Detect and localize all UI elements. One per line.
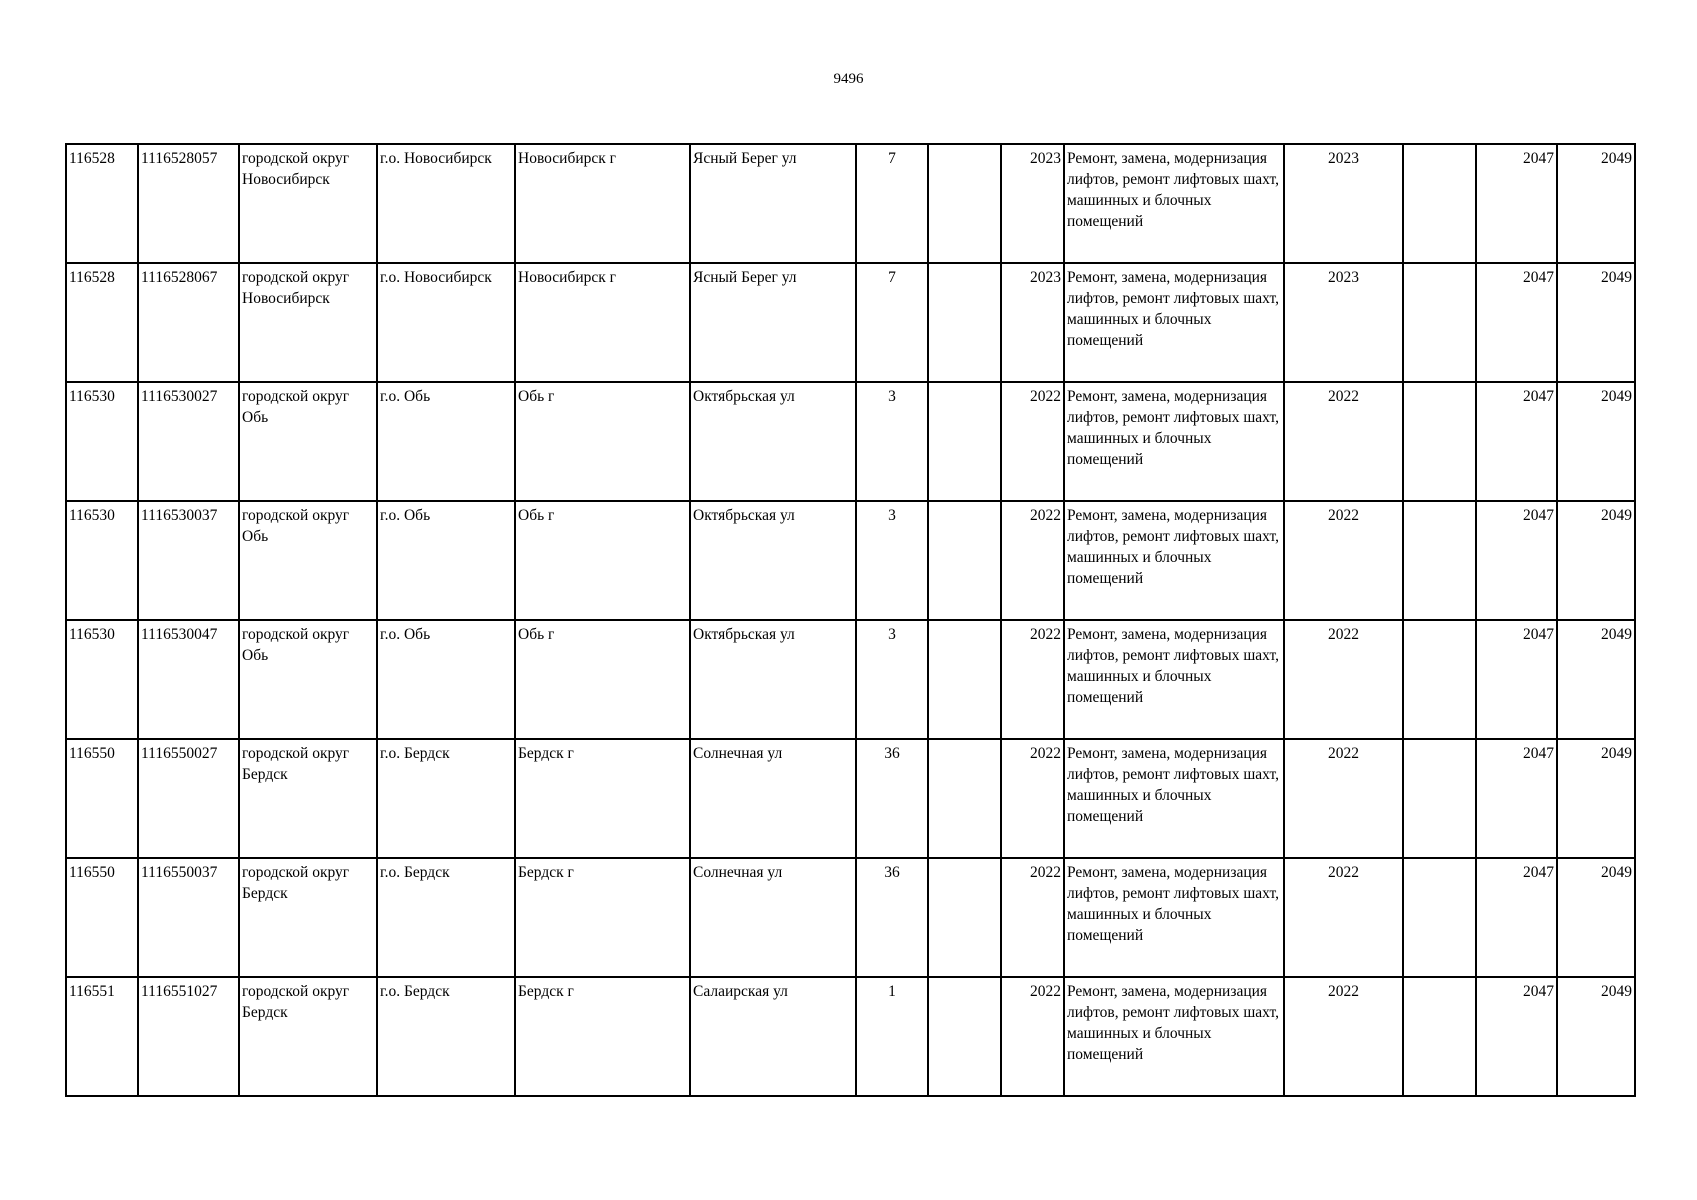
cell-district: городской округ Бердск bbox=[239, 739, 377, 858]
cell-year: 2022 bbox=[1001, 501, 1064, 620]
cell-code: 1116551027 bbox=[138, 977, 239, 1096]
cell-year-2: 2047 bbox=[1476, 501, 1557, 620]
cell-plan-year: 2023 bbox=[1284, 263, 1403, 382]
cell-building bbox=[928, 263, 1001, 382]
cell-house-number: 3 bbox=[856, 382, 928, 501]
cell-municipality: г.о. Обь bbox=[377, 382, 515, 501]
cell-municipality: г.о. Новосибирск bbox=[377, 144, 515, 263]
cell-municipality: г.о. Бердск bbox=[377, 739, 515, 858]
cell-house-id: 116551 bbox=[66, 977, 138, 1096]
cell-work-type: Ремонт, замена, модернизация лифтов, ремонт лифтовых шахт, машинных и блочных помещений bbox=[1064, 977, 1284, 1096]
cell-work-type: Ремонт, замена, модернизация лифтов, ремонт лифтовых шахт, машинных и блочных помещений bbox=[1064, 263, 1284, 382]
cell-city: Обь г bbox=[515, 382, 690, 501]
cell-year-2: 2047 bbox=[1476, 382, 1557, 501]
cell-year: 2023 bbox=[1001, 144, 1064, 263]
cell-code: 1116528057 bbox=[138, 144, 239, 263]
cell-year: 2022 bbox=[1001, 620, 1064, 739]
cell-street: Октябрьская ул bbox=[690, 501, 856, 620]
cell-year-3: 2049 bbox=[1557, 382, 1635, 501]
cell-municipality: г.о. Бердск bbox=[377, 977, 515, 1096]
cell-plan-year: 2022 bbox=[1284, 977, 1403, 1096]
cell-year-2: 2047 bbox=[1476, 263, 1557, 382]
cell-building bbox=[928, 144, 1001, 263]
cell-year-3: 2049 bbox=[1557, 501, 1635, 620]
data-table bbox=[65, 143, 1636, 1097]
cell-municipality: г.о. Новосибирск bbox=[377, 263, 515, 382]
cell-work-type: Ремонт, замена, модернизация лифтов, ремонт лифтовых шахт, машинных и блочных помещений bbox=[1064, 501, 1284, 620]
cell-empty bbox=[1403, 739, 1476, 858]
cell-street: Салаирская ул bbox=[690, 977, 856, 1096]
cell-building bbox=[928, 382, 1001, 501]
table-row bbox=[66, 620, 1635, 739]
cell-house-id: 116530 bbox=[66, 620, 138, 739]
cell-work-type: Ремонт, замена, модернизация лифтов, ремонт лифтовых шахт, машинных и блочных помещений bbox=[1064, 858, 1284, 977]
table-row bbox=[66, 858, 1635, 977]
cell-house-id: 116550 bbox=[66, 858, 138, 977]
cell-street: Октябрьская ул bbox=[690, 620, 856, 739]
cell-year: 2022 bbox=[1001, 739, 1064, 858]
page-number: 9496 bbox=[833, 71, 864, 87]
cell-work-type: Ремонт, замена, модернизация лифтов, ремонт лифтовых шахт, машинных и блочных помещений bbox=[1064, 739, 1284, 858]
cell-year-3: 2049 bbox=[1557, 977, 1635, 1096]
cell-district: городской округ Новосибирск bbox=[239, 263, 377, 382]
cell-house-number: 7 bbox=[856, 263, 928, 382]
cell-code: 1116530027 bbox=[138, 382, 239, 501]
cell-empty bbox=[1403, 620, 1476, 739]
cell-year-3: 2049 bbox=[1557, 620, 1635, 739]
cell-district: городской округ Новосибирск bbox=[239, 144, 377, 263]
cell-city: Новосибирск г bbox=[515, 144, 690, 263]
cell-street: Ясный Берег ул bbox=[690, 144, 856, 263]
cell-city: Обь г bbox=[515, 501, 690, 620]
table-row bbox=[66, 977, 1635, 1096]
cell-empty bbox=[1403, 263, 1476, 382]
cell-year-3: 2049 bbox=[1557, 263, 1635, 382]
cell-year: 2022 bbox=[1001, 382, 1064, 501]
cell-year-2: 2047 bbox=[1476, 858, 1557, 977]
table-row bbox=[66, 144, 1635, 263]
cell-municipality: г.о. Обь bbox=[377, 501, 515, 620]
cell-district: городской округ Обь bbox=[239, 620, 377, 739]
cell-year: 2023 bbox=[1001, 263, 1064, 382]
cell-building bbox=[928, 739, 1001, 858]
cell-house-number: 1 bbox=[856, 977, 928, 1096]
cell-house-number: 3 bbox=[856, 501, 928, 620]
cell-year-2: 2047 bbox=[1476, 620, 1557, 739]
cell-district: городской округ Обь bbox=[239, 501, 377, 620]
cell-house-id: 116530 bbox=[66, 501, 138, 620]
cell-empty bbox=[1403, 382, 1476, 501]
cell-district: городской округ Бердск bbox=[239, 858, 377, 977]
cell-house-number: 7 bbox=[856, 144, 928, 263]
cell-empty bbox=[1403, 501, 1476, 620]
cell-street: Солнечная ул bbox=[690, 739, 856, 858]
cell-street: Солнечная ул bbox=[690, 858, 856, 977]
cell-district: городской округ Обь bbox=[239, 382, 377, 501]
cell-municipality: г.о. Бердск bbox=[377, 858, 515, 977]
cell-street: Октябрьская ул bbox=[690, 382, 856, 501]
cell-year-3: 2049 bbox=[1557, 739, 1635, 858]
cell-plan-year: 2022 bbox=[1284, 382, 1403, 501]
cell-plan-year: 2022 bbox=[1284, 858, 1403, 977]
cell-building bbox=[928, 501, 1001, 620]
cell-code: 1116530037 bbox=[138, 501, 239, 620]
cell-house-id: 116528 bbox=[66, 144, 138, 263]
cell-year: 2022 bbox=[1001, 977, 1064, 1096]
cell-year-2: 2047 bbox=[1476, 144, 1557, 263]
cell-building bbox=[928, 977, 1001, 1096]
cell-plan-year: 2023 bbox=[1284, 144, 1403, 263]
table-row bbox=[66, 501, 1635, 620]
cell-house-id: 116530 bbox=[66, 382, 138, 501]
cell-plan-year: 2022 bbox=[1284, 620, 1403, 739]
cell-building bbox=[928, 858, 1001, 977]
cell-plan-year: 2022 bbox=[1284, 501, 1403, 620]
cell-work-type: Ремонт, замена, модернизация лифтов, ремонт лифтовых шахт, машинных и блочных помещений bbox=[1064, 382, 1284, 501]
cell-city: Бердск г bbox=[515, 977, 690, 1096]
cell-year-3: 2049 bbox=[1557, 858, 1635, 977]
cell-city: Новосибирск г bbox=[515, 263, 690, 382]
table-row bbox=[66, 382, 1635, 501]
cell-year-2: 2047 bbox=[1476, 739, 1557, 858]
table-body bbox=[66, 144, 1635, 1096]
cell-street: Ясный Берег ул bbox=[690, 263, 856, 382]
table-row bbox=[66, 263, 1635, 382]
cell-house-number: 36 bbox=[856, 858, 928, 977]
cell-district: городской округ Бердск bbox=[239, 977, 377, 1096]
cell-year: 2022 bbox=[1001, 858, 1064, 977]
cell-house-id: 116550 bbox=[66, 739, 138, 858]
cell-code: 1116530047 bbox=[138, 620, 239, 739]
cell-empty bbox=[1403, 977, 1476, 1096]
cell-city: Бердск г bbox=[515, 739, 690, 858]
cell-empty bbox=[1403, 858, 1476, 977]
cell-work-type: Ремонт, замена, модернизация лифтов, ремонт лифтовых шахт, машинных и блочных помещений bbox=[1064, 620, 1284, 739]
cell-city: Обь г bbox=[515, 620, 690, 739]
cell-empty bbox=[1403, 144, 1476, 263]
cell-building bbox=[928, 620, 1001, 739]
cell-house-number: 3 bbox=[856, 620, 928, 739]
cell-code: 1116550037 bbox=[138, 858, 239, 977]
cell-code: 1116550027 bbox=[138, 739, 239, 858]
table-row bbox=[66, 739, 1635, 858]
cell-plan-year: 2022 bbox=[1284, 739, 1403, 858]
cell-house-number: 36 bbox=[856, 739, 928, 858]
cell-code: 1116528067 bbox=[138, 263, 239, 382]
cell-municipality: г.о. Обь bbox=[377, 620, 515, 739]
cell-work-type: Ремонт, замена, модернизация лифтов, ремонт лифтовых шахт, машинных и блочных помещений bbox=[1064, 144, 1284, 263]
cell-house-id: 116528 bbox=[66, 263, 138, 382]
cell-year-2: 2047 bbox=[1476, 977, 1557, 1096]
cell-city: Бердск г bbox=[515, 858, 690, 977]
cell-year-3: 2049 bbox=[1557, 144, 1635, 263]
